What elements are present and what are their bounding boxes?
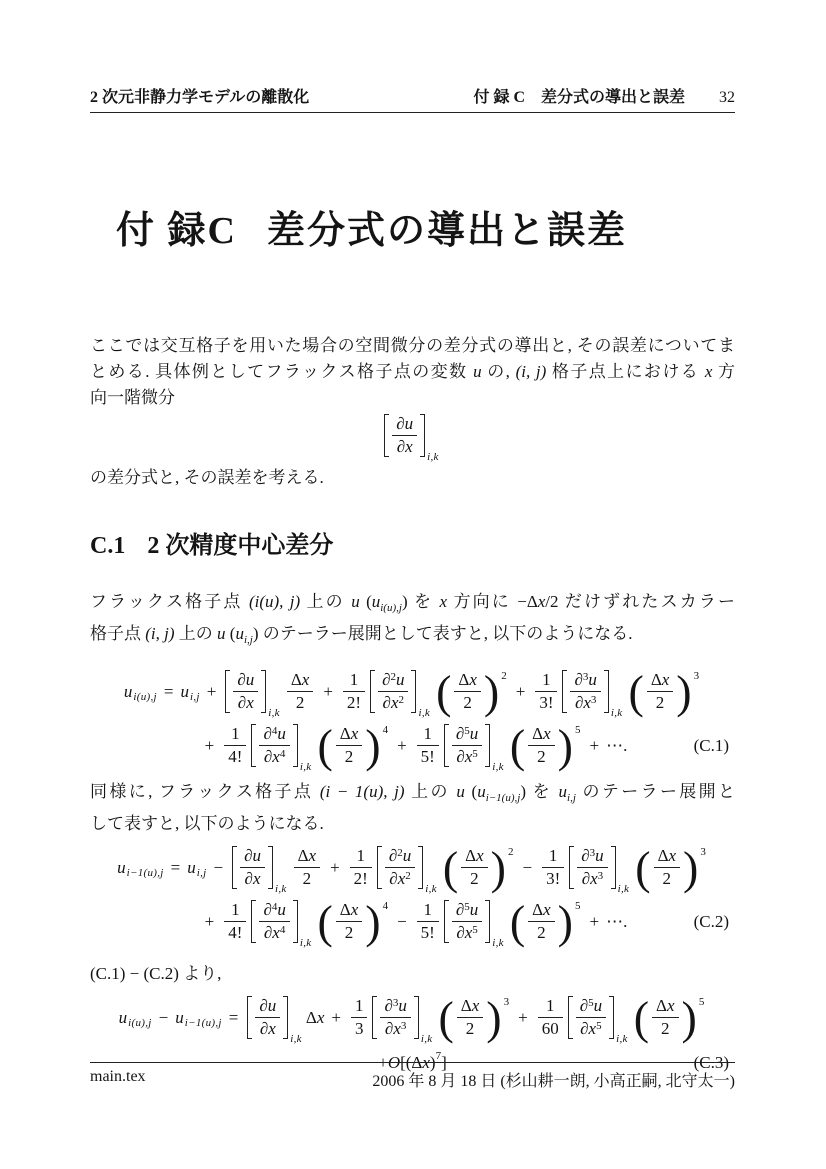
header-chapter-title: 付 録 C 差分式の導出と誤差	[473, 89, 685, 106]
display-math-du-dx	[90, 411, 735, 464]
text-line: とめる. 具体例としてフラックス格子点の変数 u の, (i, j) 格子点上における x 方	[90, 361, 736, 381]
text-line: ここでは交互格子を用いた場合の空間微分の差分式の導出と, その誤差についてま	[90, 335, 735, 355]
page-footer	[90, 1062, 735, 1091]
between-equations-text: (C.1) − (C.2) より,	[90, 963, 222, 983]
section-heading	[90, 529, 735, 563]
delta-x-half-power: ( Δx 2 ) 2	[436, 665, 507, 718]
footer-date-authors: 2006 年 8 月 18 日 (杉山耕一朗, 小高正嗣, 北守太一)	[372, 1073, 735, 1090]
equation-c2	[90, 841, 735, 949]
header-page-number: 32	[719, 89, 735, 106]
header-left-title: 2 次元非静力学モデルの離散化	[90, 89, 310, 106]
section-number: C.1	[90, 532, 126, 559]
derivative-bracket: ∂$^2$u $\partial x^2$ i,k	[370, 669, 432, 714]
derivative-bracket: ∂$^3$u $\partial x^3$ i,k	[562, 669, 624, 714]
header-rule	[90, 112, 735, 113]
equation-c1-line1: u i(u),j = u i,j + ∂u ∂x i,k Δx 2 + $\frac{1}{2!}$ ∂$^2$u $\partial x^2$ i,k ( Δx 2 ) 2 + $\frac{1}{3!}$ ∂$^3$u $\partial x^3$ i,k ( Δx 2 ) 3	[123, 665, 700, 720]
derivative-bracket: ∂$^3$u $\partial x^3$ i,k	[569, 845, 631, 890]
delta-x-half-power: ( Δx 2 ) 4	[317, 895, 389, 948]
derivative-bracket: ∂u ∂x i,k	[247, 995, 304, 1040]
delta-x-half-power: ( Δx 2 ) 3	[628, 665, 700, 718]
delta-x-half-power: ( Δx 2 ) 5	[509, 719, 581, 772]
chapter-title	[116, 209, 735, 255]
text-line: フラックス格子点 (i(u), j) 上の u $(u_{i(u),j})$ を x 方向に −Δx/2 だけずれたスカラー	[90, 591, 735, 614]
footer-row	[90, 1068, 735, 1091]
equation-c2-tag: (C.2)	[693, 911, 729, 931]
chapter-title-text: 差分式の導出と誤差	[266, 210, 627, 252]
delta-x-half-power: ( Δx 2 ) 3	[635, 841, 706, 894]
delta-x-half-power: ( Δx 2 ) 5	[509, 895, 581, 948]
derivative-bracket: ∂$^5$u $\partial x^5$ i,k	[568, 995, 630, 1040]
chapter-label: 付 録C	[116, 210, 237, 252]
intro-after-line: の差分式と, その誤差を考える.	[90, 467, 324, 487]
derivative-bracket: ∂u ∂x i,k	[384, 413, 441, 458]
text-line: して表すと, 以下のようになる.	[90, 813, 324, 833]
derivative-bracket: ∂$^5$u $\partial x^5$ i,k	[444, 899, 506, 944]
paragraph-taylor-2	[90, 779, 735, 837]
equation-c1-line2	[90, 719, 735, 773]
equation-c3-line2-math: + O [(Δ x ) 7 ]	[378, 1049, 447, 1072]
derivative-bracket: ∂$^5$u $\partial x^5$ i,k	[444, 723, 506, 768]
equation-c3-tag: (C.3)	[693, 1052, 729, 1072]
equation-c2-line2	[90, 895, 735, 949]
text-line: 同様に, フラックス格子点 (i − 1(u), j) 上の u $(u_{i-1(u),j})$ を $u_{i,j}$ のテーラー展開と	[90, 781, 736, 804]
equation-c1-tag: (C.1)	[693, 735, 729, 755]
derivative-bracket: ∂$^4$u $\partial x^4$ i,k	[251, 723, 313, 768]
equation-c1-line2-math: + $\frac{1}{4!}$ ∂$^4$u $\partial x^4$ i,k ( Δx 2 ) 4 + $\frac{1}{5!}$ ∂$^5$u $\partial x^5$ i,k ( Δx 2 ) 5 + ⋯.	[204, 719, 628, 774]
derivative-bracket: ∂u ∂x i,k	[225, 669, 282, 714]
footer-filename: main.tex	[90, 1068, 146, 1085]
footer-rule	[90, 1062, 735, 1063]
derivative-bracket: ∂$^2$u $\partial x^2$ i,k	[377, 845, 439, 890]
equation-c1	[90, 665, 735, 773]
equation-c3-line1: u i(u),j − u i−1(u),j = ∂u ∂x i,k Δ x + $\frac{1}{3}$ ∂$^3$u $\partial x^3$ i,k ( Δx 2 ) 3 + $\frac{1}{60}$ ∂$^5$u $\partial x^5$ i,k ( Δx 2 ) 5	[118, 991, 705, 1046]
delta-x-half-power: ( Δx 2 ) 5	[633, 991, 705, 1044]
text-line: 格子点 (i, j) 上の u $(u_{i,j})$ のテーラー展開として表すと, 以下のようになる.	[90, 623, 633, 646]
delta-x-half-power: ( Δx 2 ) 4	[317, 719, 389, 772]
equation-c2-line2-math: + $\frac{1}{4!}$ ∂$^4$u $\partial x^4$ i,k ( Δx 2 ) 4 − $\frac{1}{5!}$ ∂$^5$u $\partial x^5$ i,k ( Δx 2 ) 5 + ⋯.	[204, 895, 628, 950]
delta-x-half-power: ( Δx 2 ) 2	[442, 841, 514, 894]
text-line: 向一階微分	[90, 387, 175, 407]
paragraph-taylor-1	[90, 589, 735, 653]
delta-x-half-power: ( Δx 2 ) 3	[438, 991, 510, 1044]
equation-c2-line1: u i−1(u),j = u i,j − ∂u ∂x i,k Δx 2 + $\frac{1}{2!}$ ∂$^2$u $\partial x^2$ i,k ( Δx 2 ) 2 − $\frac{1}{3!}$ ∂$^3$u $\partial x^3$ i,k ( Δx 2 ) 3	[117, 841, 706, 896]
page-header	[90, 84, 735, 107]
derivative-bracket: ∂u ∂x i,k	[232, 845, 289, 890]
derivative-bracket: ∂$^4$u $\partial x^4$ i,k	[251, 899, 313, 944]
derivative-bracket: ∂$^3$u $\partial x^3$ i,k	[372, 995, 434, 1040]
section-title-text: 2 次精度中心差分	[147, 532, 334, 559]
intro-paragraph	[90, 333, 735, 411]
